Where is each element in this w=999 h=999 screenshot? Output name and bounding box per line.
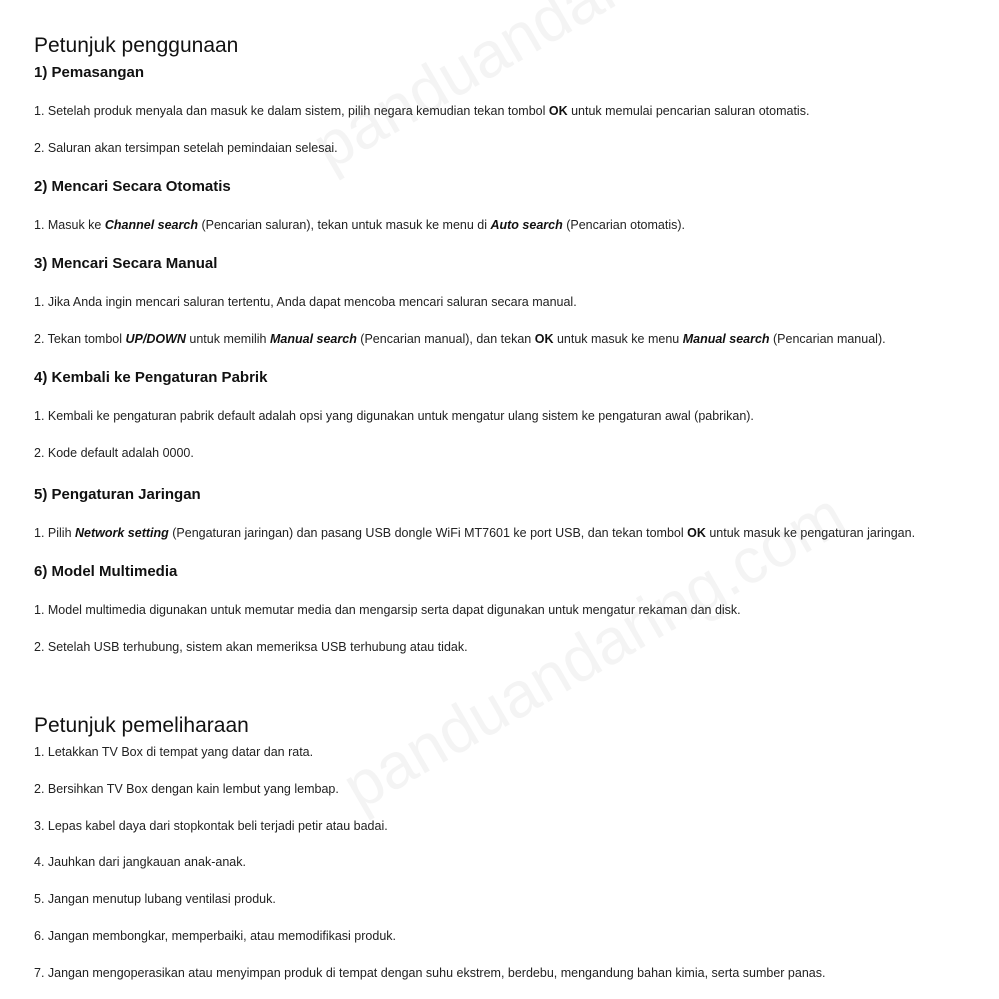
multimedia-heading: 6) Model Multimedia <box>34 563 178 580</box>
install-item-1: 1. Setelah produk menyala dan masuk ke dalam sistem, pilih negara kemudian tekan tombol OK untuk memulai pencarian saluran otomatis. <box>34 104 810 118</box>
multimedia-item-1: 1. Model multimedia digunakan untuk memutar media dan mengarsip serta dapat digunakan untuk mengatur rekaman dan disk. <box>34 603 741 617</box>
maintenance-item-5: 5. Jangan menutup lubang ventilasi produk. <box>34 892 276 906</box>
auto-search-item-1: 1. Masuk ke Channel search (Pencarian saluran), tekan untuk masuk ke menu di Auto search (Pencarian otomatis). <box>34 218 686 232</box>
maintenance-item-7: 7. Jangan mengoperasikan atau menyimpan produk di tempat dengan suhu ekstrem, berdebu, mengandung bahan kimia, serta sumber panas. <box>34 966 826 980</box>
maintenance-item-6: 6. Jangan membongkar, memperbaiki, atau memodifikasi produk. <box>34 929 396 943</box>
manual-search-heading: 3) Mencari Secara Manual <box>34 255 218 272</box>
maintenance-item-2: 2. Bersihkan TV Box dengan kain lembut yang lembap. <box>34 782 339 796</box>
multimedia-item-2: 2. Setelah USB terhubung, sistem akan memeriksa USB terhubung atau tidak. <box>34 640 468 654</box>
maintenance-item-3: 3. Lepas kabel daya dari stopkontak beli terjadi petir atau badai. <box>34 819 388 833</box>
factory-reset-item-2: 2. Kode default adalah 0000. <box>34 446 194 460</box>
manual-search-item-2: 2. Tekan tombol UP/DOWN untuk memilih Manual search (Pencarian manual), dan tekan OK untuk masuk ke menu Manual search (Pencarian manual). <box>34 332 886 346</box>
maintenance-item-4: 4. Jauhkan dari jangkauan anak-anak. <box>34 855 246 869</box>
factory-reset-heading: 4) Kembali ke Pengaturan Pabrik <box>34 369 268 386</box>
network-heading: 5) Pengaturan Jaringan <box>34 486 201 503</box>
auto-search-heading: 2) Mencari Secara Otomatis <box>34 178 231 195</box>
usage-title: Petunjuk penggunaan <box>34 34 239 57</box>
watermark-top <box>300 0 827 184</box>
maintenance-title: Petunjuk pemeliharaan <box>34 714 249 737</box>
manual-search-item-1: 1. Jika Anda ingin mencari saluran tertentu, Anda dapat mencoba mencari saluran secara manual. <box>34 295 577 309</box>
maintenance-item-1: 1. Letakkan TV Box di tempat yang datar dan rata. <box>34 745 314 759</box>
install-heading: 1) Pemasangan <box>34 64 145 81</box>
install-item-2: 2. Saluran akan tersimpan setelah pemindaian selesai. <box>34 141 338 155</box>
factory-reset-item-1: 1. Kembali ke pengaturan pabrik default adalah opsi yang digunakan untuk mengatur ulang sistem ke pengaturan awal (pabrikan). <box>34 409 754 423</box>
network-item-1: 1. Pilih Network setting (Pengaturan jaringan) dan pasang USB dongle WiFi MT7601 ke port USB, dan tekan tombol OK untuk masuk ke pengaturan jaringan. <box>34 526 916 540</box>
